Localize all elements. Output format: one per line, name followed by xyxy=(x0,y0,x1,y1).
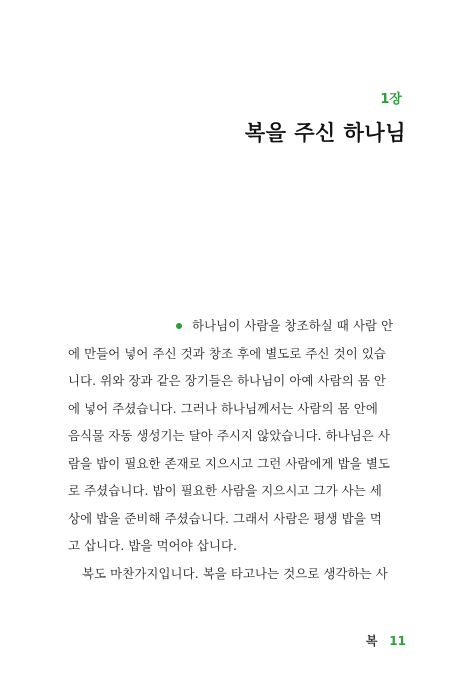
body-line: 복도 마찬가지입니다. 복을 타고나는 것으로 생각하는 사 xyxy=(82,565,388,581)
body-line: 로 주셨습니다. 밥이 필요한 사람을 지으시고 그가 사는 세 xyxy=(68,483,382,498)
chapter-title: 복을 주신 하나님 xyxy=(244,121,406,145)
body-line: 고 삽니다. 밥을 먹어야 삽니다. xyxy=(68,538,238,553)
body-line: 에 만들어 넣어 주신 것과 창조 후에 별도로 주신 것이 있습 xyxy=(68,345,386,361)
body-line: 상에 밥을 준비해 주셨습니다. 그래서 사람은 평생 밥을 먹 xyxy=(68,510,382,526)
page-number: 11 xyxy=(389,634,406,648)
chapter-label: 1장 xyxy=(380,92,402,107)
running-title: 복 xyxy=(365,634,378,648)
body-line: 니다. 위와 장과 같은 장기들은 하나님이 아예 사람의 몸 안 xyxy=(68,373,386,388)
body-line: 음식물 자동 생성기는 달아 주시지 않았습니다. 하나님은 사 xyxy=(68,428,390,443)
body-line: 람을 밥이 필요한 존재로 지으시고 그런 사람에게 밥을 별도 xyxy=(68,455,390,471)
bullet-icon xyxy=(176,323,182,329)
body-line xyxy=(68,312,404,340)
body-line: 에 넣어 주셨습니다. 그러나 하나님께서는 사람의 몸 안에 xyxy=(68,400,378,416)
body-line-text: 하나님이 사람을 창조하실 때 사람 안 xyxy=(192,318,394,333)
page-footer xyxy=(366,632,406,649)
body-text xyxy=(68,312,404,587)
